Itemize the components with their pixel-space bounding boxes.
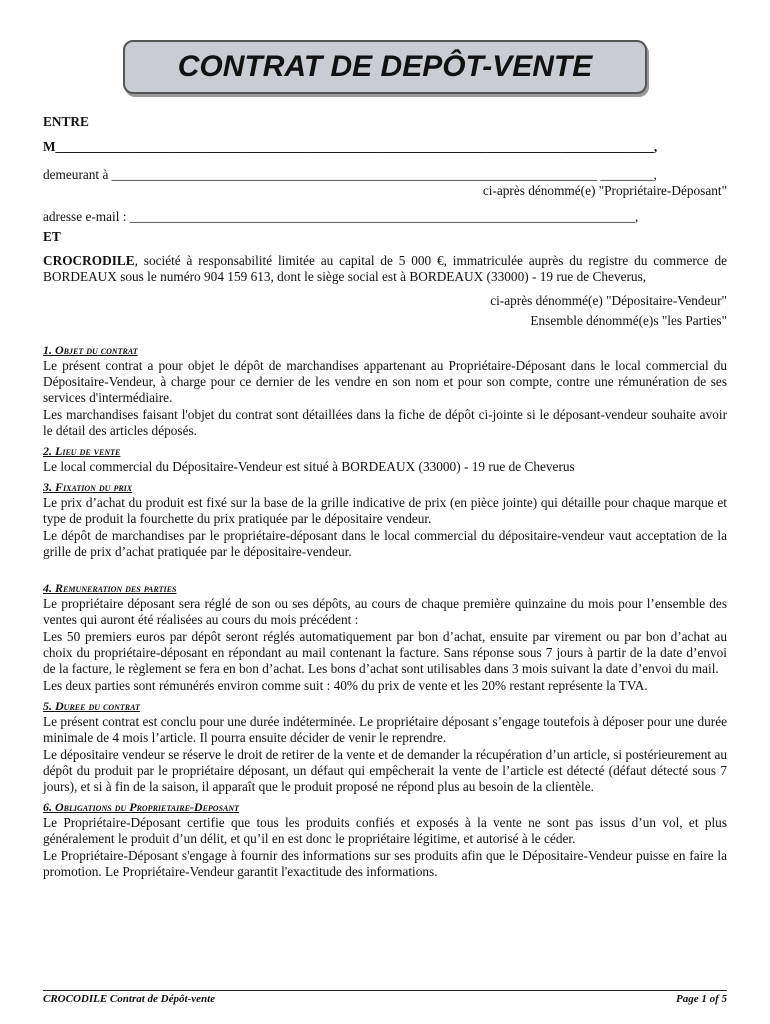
et-label: ET: [43, 229, 61, 244]
section-6: [43, 799, 727, 880]
section-number: 2.: [43, 444, 55, 458]
section-number: 5.: [43, 699, 55, 713]
section-title: Obligations du Proprietaire-Deposant: [55, 800, 240, 814]
section-paragraph: Les 50 premiers euros par dépôt seront réglés automatiquement par bon d’achat, ensuite par virement ou par bon d’achat au choix du propriétaire-déposant en répondant au mail contenant la facture. Sans réponse sous 7 jours à partir de la date d’envoi de la facture, le règlement se fera en bon d’achat. Les bons d’achat sont utilisables dans 3 mois suivant la date d’envoi du mail.: [43, 629, 727, 676]
section-5: [43, 698, 727, 795]
section-title: Remuneration des parties: [55, 581, 177, 595]
name-line: M__________________________________________________________________________________________,: [43, 139, 658, 154]
section-paragraph: Le local commercial du Dépositaire-Vendeur est situé à BORDEAUX (33000) - 19 rue de Cheverus: [43, 459, 575, 474]
footer-document-name: CROCODILE Contrat de Dépôt-vente: [43, 993, 216, 1005]
entre-label: ENTRE: [43, 114, 89, 129]
contract-sections: [43, 342, 727, 880]
email-line: adresse e-mail : ____________________________________________________________________________,: [43, 209, 639, 224]
section-heading: [43, 799, 727, 815]
address-line: demeurant à _________________________________________________________________________ ________,: [43, 167, 657, 182]
section-paragraph: Le présent contrat est conclu pour une durée indéterminée. Le propriétaire déposant s’engage toutefois à déposer pour une durée minimale de 4 mois l’article. Il pourra ensuite décider de venir le reprendre.: [43, 714, 727, 745]
section-heading: [43, 479, 727, 495]
company-description: [43, 253, 727, 285]
section-heading: [43, 580, 727, 596]
document-title: CONTRAT DE DEPÔT-VENTE: [123, 40, 647, 94]
section-title: Fixation du prix: [55, 480, 133, 494]
footer-page-number: Page 1 of 5: [675, 993, 727, 1005]
depositaire-designation: ci-après dénommé(e) "Dépositaire-Vendeur": [490, 293, 727, 308]
section-paragraph: Le dépositaire vendeur se réserve le droit de retirer de la vente et de demander la récupération d’un article, si postérieurement au dépôt du produit par le propriétaire déposant, un défaut qui empêcherait la vente de l’article est détecté (défaut détecté sous 7 jours), et si à fin de la saison, il apparaît que le produit proposé ne répond plus au besoin de la clientèle.: [43, 747, 727, 794]
section-3: [43, 479, 727, 560]
company-details: , société à responsabilité limitée au capital de 5 000 €, immatriculée auprès du registre du commerce de BORDEAUX sous le numéro 904 159 613, dont le siège social est à BORDEAUX (33000) - 19 rue de Cheverus,: [43, 253, 727, 284]
document-body: [43, 114, 727, 880]
section-heading: [43, 698, 727, 714]
section-1: [43, 342, 727, 439]
section-2: [43, 443, 727, 475]
section-4: [43, 580, 727, 694]
section-heading: [43, 342, 727, 358]
section-paragraph: Le dépôt de marchandises par le propriétaire-déposant dans le local commercial du dépositaire-vendeur vaut acceptation de la grille de prix d’achat pratiquée par le dépositaire-vendeur.: [43, 528, 727, 559]
page-footer: [43, 990, 727, 1005]
section-heading: [43, 443, 727, 459]
section-paragraph: Le Propriétaire-Déposant certifie que tous les produits confiés et exposés à la vente ne sont pas issus d’un vol, et plus généralement le produit d’un délit, et qu’il en est donc le propriétaire légitime, et autorisé à le céder.: [43, 815, 727, 846]
section-paragraph: Les deux parties sont rémunérés environ comme suit : 40% du prix de vente et les 20% restant représente la TVA.: [43, 678, 648, 693]
proprietaire-designation: ci-après dénommé(e) "Propriétaire-Déposant": [482, 183, 727, 198]
section-paragraph: Le propriétaire déposant sera réglé de son ou ses dépôts, au cours de chaque première quinzaine du mois pour l’ensemble des ventes qui auront été réalisées au cours du mois précédent :: [43, 596, 727, 627]
section-title: Lieu de vente: [55, 444, 121, 458]
section-number: 4.: [43, 581, 55, 595]
section-title: Duree du contrat: [55, 699, 140, 713]
section-paragraph: Le Propriétaire-Déposant s'engage à fournir des informations sur ses produits afin que le Dépositaire-Vendeur puisse en faire la promotion. Le Propriétaire-Vendeur garantit l'exactitude des informations.: [43, 848, 727, 879]
company-name: CROCRODILE: [43, 253, 135, 268]
parties-designation: Ensemble dénommé(e)s "les Parties": [530, 313, 727, 328]
section-paragraph: Les marchandises faisant l'objet du contrat sont détaillées dans la fiche de dépôt ci-jointe si le déposant-vendeur souhaite avoir le détail des articles déposés.: [43, 407, 727, 438]
section-paragraph: Le prix d’achat du produit est fixé sur la base de la grille indicative de prix (en pièce jointe) qui détaille pour chaque marque et type de produit la fourchette du prix pratiquée par le dépositaire vendeur.: [43, 495, 727, 526]
section-number: 1.: [43, 343, 55, 357]
section-title: Objet du contrat: [55, 343, 138, 357]
section-number: 3.: [43, 480, 55, 494]
section-paragraph: Le présent contrat a pour objet le dépôt de marchandises appartenant au Propriétaire-Déposant dans le local commercial du Dépositaire-Vendeur, à charge pour ce dernier de les vendre en son nom et pour son compte, contre une rémunération de ses services d'intermédiaire.: [43, 358, 727, 405]
section-number: 6.: [43, 800, 55, 814]
